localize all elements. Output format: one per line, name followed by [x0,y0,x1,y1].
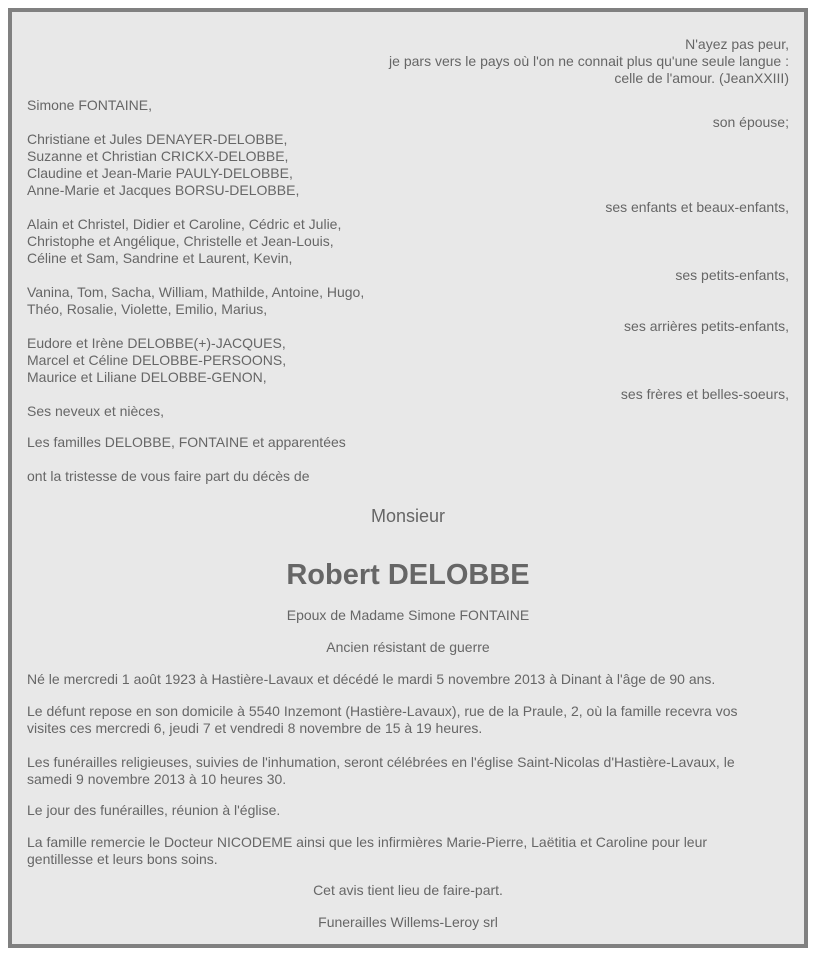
families: Les familles DELOBBE, FONTAINE et apparentées [27,434,346,450]
family-relation: ses enfants et beaux-enfants, [605,199,789,215]
family-group-siblings [27,335,789,403]
thanks [27,834,789,868]
distinction: Ancien résistant de guerre [326,639,490,655]
family-group-spouse [27,97,789,131]
family-relation: ses arrières petits-enfants, [624,318,789,334]
quote-line: N'ayez pas peur, [685,36,789,52]
visitation-line: visites ces mercredi 6, jeudi 7 et vendredi 8 novembre de 15 à 19 heures. [27,720,483,736]
obituary-frame [8,8,808,948]
family-name: Marcel et Céline DELOBBE-PERSOONS, [27,352,287,368]
family-relation: ses petits-enfants, [675,267,789,283]
family-name: Suzanne et Christian CRICKX-DELOBBE, [27,148,289,164]
deceased-name: Robert DELOBBE [286,559,530,591]
announcement: ont la tristesse de vous faire part du décès de [27,468,310,484]
quote-line: celle de l'amour. (JeanXXIII) [614,70,789,86]
funeral-line: samedi 9 novembre 2013 à 10 heures 30. [27,771,287,787]
family-name: Anne-Marie et Jacques BORSU-DELOBBE, [27,182,300,198]
thanks-line: La famille remercie le Docteur NICODEME ainsi que les infirmières Marie-Pierre, Laëtitia et Caroline pour leur [27,834,708,850]
funeral [27,754,789,788]
obituary-content [27,36,789,931]
quote [27,36,789,87]
funeral-home: Funerailles Willems-Leroy srl [318,914,498,930]
family-name: Eudore et Irène DELOBBE(+)-JACQUES, [27,335,286,351]
family-group-grandchildren [27,216,789,284]
family-relation: son épouse; [712,114,789,130]
family-relation: ses frères et belles-soeurs, [620,386,789,402]
quote-line: je pars vers le pays où l'on ne connait plus qu'une seule langue : [389,53,789,69]
birth-death: Né le mercredi 1 août 1923 à Hastière-Lavaux et décédé le mardi 5 novembre 2013 à Dinant à l'âge de 90 ans. [27,671,716,687]
notice: Cet avis tient lieu de faire-part. [313,882,503,898]
family-name: Alain et Christel, Didier et Caroline, Cédric et Julie, [27,216,342,232]
family-group-children [27,131,789,216]
visitation-line: Le défunt repose en son domicile à 5540 Inzemont (Hastière-Lavaux), rue de la Praule, 2, où la famille recevra vos [27,703,738,719]
family-name: Vanina, Tom, Sacha, William, Mathilde, Antoine, Hugo, [27,284,365,300]
family-name: Maurice et Liliane DELOBBE-GENON, [27,369,267,385]
family-name: Céline et Sam, Sandrine et Laurent, Kevin, [27,250,293,266]
family-group-great-grandchildren [27,284,789,335]
visitation [27,703,789,737]
title: Monsieur [370,506,446,526]
family-name: Théo, Rosalie, Violette, Emilio, Marius, [27,301,268,317]
family-name: Simone FONTAINE, [27,97,152,113]
thanks-line: gentillesse et leurs bons soins. [27,851,218,867]
family-name: Claudine et Jean-Marie PAULY-DELOBBE, [27,165,293,181]
family-name: Christiane et Jules DENAYER-DELOBBE, [27,131,288,147]
funeral-line: Les funérailles religieuses, suivies de l'inhumation, seront célébrées en l'église Saint-Nicolas d'Hastière-Lavaux, le [27,754,735,770]
nephews: Ses neveux et nièces, [27,403,164,419]
family-name: Christophe et Angélique, Christelle et Jean-Louis, [27,233,334,249]
spouse-line: Epoux de Madame Simone FONTAINE [286,607,530,623]
reunion: Le jour des funérailles, réunion à l'église. [27,802,281,818]
